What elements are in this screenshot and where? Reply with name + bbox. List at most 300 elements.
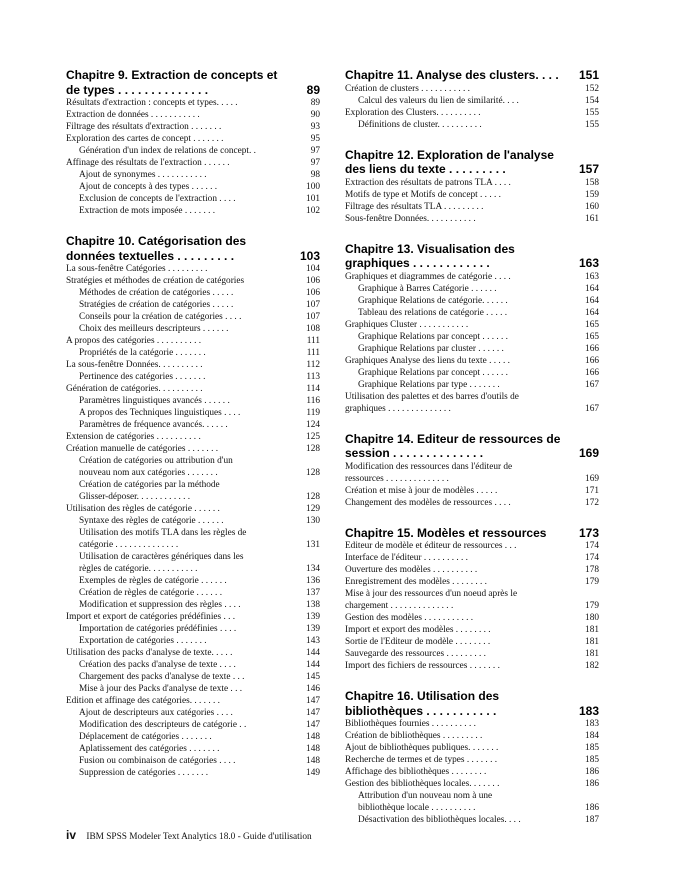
entry-text: Création de catégories par la méthode: [79, 480, 220, 490]
chapter-title-text: Chapitre 15. Modèles et ressources: [345, 525, 547, 540]
toc-entry: [66, 145, 320, 157]
toc-entry: [345, 814, 599, 826]
entry-text: Paramètres linguistiques avancés . . . . . .: [79, 396, 230, 406]
toc-entry: [66, 407, 320, 419]
entry-text: Motifs de type et Motifs de concept . . . . .: [345, 189, 501, 200]
toc-entry: [345, 636, 599, 648]
entry-page-number: 148: [302, 731, 320, 743]
chapter-title-text: Chapitre 14. Editeur de ressources de: [345, 431, 561, 446]
toc-entry: [66, 539, 320, 551]
entry-text: Affinage des résultats de l'extraction . . . . . .: [66, 158, 230, 168]
toc-entry: [66, 443, 320, 455]
entry-page-number: 148: [302, 743, 320, 755]
chapter-title-line: [345, 432, 599, 447]
chapter-title-line: [345, 68, 599, 83]
chapter-title-text: Chapitre 11. Analyse des clusters. . . .: [345, 68, 559, 82]
entry-page-number: 186: [581, 778, 599, 790]
entry-text: La sous-fenêtre Données. . . . . . . . . .: [66, 360, 203, 370]
entry-text: ressources . . . . . . . . . . . . . .: [345, 473, 449, 484]
toc-entry: [345, 485, 599, 497]
entry-text: Paramètres de fréquence avancés. . . . . .: [79, 420, 228, 430]
toc-entry: [66, 275, 320, 287]
toc-entry: [345, 295, 599, 307]
entry-page-number: 98: [307, 169, 320, 181]
toc-entry: [66, 287, 320, 299]
entry-text: Graphique Relations de catégorie. . . . . .: [358, 295, 508, 306]
entry-page-number: 166: [581, 343, 599, 355]
toc-entry: [345, 766, 599, 778]
toc-entry: [345, 379, 599, 391]
chapter-title-text: session . . . . . . . . . . . . . .: [345, 446, 484, 460]
toc-entry: [66, 157, 320, 169]
toc-entry: [66, 311, 320, 323]
toc-entry: [66, 479, 320, 491]
chapter-title-text: des liens du texte . . . . . . . . .: [345, 162, 506, 176]
toc-entry: [345, 391, 599, 403]
toc-entry: [345, 107, 599, 119]
toc-entry: [66, 743, 320, 755]
entry-page-number: 145: [302, 671, 320, 683]
entry-text: Bibliothèques fournies . . . . . . . . . .: [345, 719, 476, 729]
entry-page-number: 136: [302, 575, 320, 587]
entry-page-number: 113: [302, 371, 320, 383]
entry-text: Chargement des packs d'analyse de texte . . .: [79, 672, 245, 682]
entry-page-number: 181: [581, 636, 599, 648]
toc-entry: [66, 491, 320, 503]
toc-entry: [66, 455, 320, 467]
entry-text: Stratégies de création de catégories . . . . .: [79, 300, 234, 310]
entry-text: Utilisation de caractères génériques dans les: [79, 552, 244, 562]
chapter-title-text: bibliothèques . . . . . . . . . . .: [345, 703, 497, 718]
entry-text: Sauvegarde des ressources . . . . . . . . .: [345, 649, 486, 659]
toc-entry: [345, 660, 599, 672]
toc-entry: [66, 527, 320, 539]
entry-page-number: 112: [302, 359, 320, 371]
entry-text: Gestion des modèles . . . . . . . . . . .: [345, 613, 474, 623]
entry-page-number: 164: [581, 295, 599, 307]
entry-text: Utilisation des packs d'analyse de texte. . . . .: [66, 648, 233, 658]
entry-text: Exploration des Clusters. . . . . . . . . .: [345, 107, 481, 118]
entry-text: Création de règles de catégorie . . . . . .: [79, 588, 223, 598]
entry-text: Utilisation des palettes et des barres d'outils de: [345, 391, 519, 402]
entry-text: Extension de catégories . . . . . . . . . .: [66, 432, 201, 442]
footer-book-title: IBM SPSS Modeler Text Analytics 18.0 - Guide d'utilisation: [86, 832, 312, 842]
entry-page-number: 148: [302, 755, 320, 767]
toc-entry: [345, 718, 599, 730]
entry-page-number: 139: [302, 623, 320, 635]
entry-page-number: 149: [302, 767, 320, 779]
entry-text: Import des fichiers de ressources . . . . . . .: [345, 661, 500, 671]
entry-text: Création et mise à jour de modèles . . . . .: [345, 485, 498, 496]
entry-page-number: 159: [581, 189, 599, 201]
toc-entry: [66, 371, 320, 383]
entry-text: Extraction des résultats de patrons TLA . . . .: [345, 177, 511, 188]
entry-text: Graphique Relations par concept . . . . . .: [358, 367, 508, 378]
entry-text: Utilisation des règles de catégorie . . . . . .: [66, 504, 220, 514]
toc-entry: [345, 612, 599, 624]
toc-entry: [345, 189, 599, 201]
entry-page-number: 108: [302, 323, 320, 335]
entry-text: Exportation de catégories . . . . . . .: [79, 636, 207, 646]
toc-entry: [345, 213, 599, 225]
entry-text: Ajout de descripteurs aux catégories . . . .: [79, 708, 233, 718]
toc-entry: [66, 767, 320, 779]
chapter-title-text: Chapitre 12. Exploration de l'analyse: [345, 147, 554, 162]
toc-entry: [66, 205, 320, 217]
toc-chapter: [345, 526, 599, 673]
entry-page-number: 106: [302, 275, 320, 287]
toc-entry: [66, 335, 320, 347]
entry-page-number: 131: [302, 539, 320, 551]
toc-entry: [66, 323, 320, 335]
entry-page-number: 152: [581, 83, 599, 95]
entry-text: catégorie . . . . . . . . . . . . . .: [79, 540, 179, 550]
toc-entry: [66, 515, 320, 527]
entry-text: Graphique Relations par concept . . . . . .: [358, 331, 508, 342]
entry-text: Modification et suppression des règles . . . .: [79, 600, 241, 610]
toc-entry: [66, 347, 320, 359]
entry-page-number: 174: [581, 540, 599, 552]
chapter-title-text: graphiques . . . . . . . . . . . .: [345, 256, 490, 270]
entry-page-number: 129: [302, 503, 320, 515]
entry-text: Editeur de modèle et éditeur de ressources . . .: [345, 541, 517, 551]
entry-page-number: 146: [302, 683, 320, 695]
toc-entry: [345, 648, 599, 660]
entry-text: Déplacement de catégories . . . . . . .: [79, 732, 212, 742]
entry-page-number: 182: [581, 660, 599, 672]
entry-page-number: 119: [302, 407, 320, 419]
entry-text: règles de catégorie. . . . . . . . . . .: [79, 564, 198, 574]
chapter-title-line: [66, 234, 320, 249]
chapter-title-text: données textuelles . . . . . . . . .: [66, 248, 235, 263]
chapter-title-line: [345, 162, 599, 177]
entry-text: Fusion ou combinaison de catégories . . . .: [79, 756, 236, 766]
entry-page-number: 137: [302, 587, 320, 599]
entry-page-number: 147: [302, 719, 320, 731]
toc-entry: [345, 83, 599, 95]
entry-page-number: 106: [302, 287, 320, 299]
toc-entry: [345, 355, 599, 367]
entry-page-number: 187: [581, 814, 599, 826]
entry-page-number: 144: [302, 659, 320, 671]
toc-entry: [66, 395, 320, 407]
entry-text: Graphiques et diagrammes de catégorie . . . .: [345, 271, 511, 282]
toc-entry: [345, 564, 599, 576]
toc-entry: [345, 271, 599, 283]
entry-page-number: 172: [581, 497, 599, 509]
entry-page-number: 167: [581, 403, 599, 415]
chapter-title-line: [66, 68, 320, 83]
entry-page-number: 147: [302, 707, 320, 719]
toc-entry: [345, 497, 599, 509]
entry-text: Ajout de bibliothèques publiques. . . . . . .: [345, 743, 499, 753]
entry-text: Tableau des relations de catégorie . . . . .: [358, 307, 508, 318]
entry-text: Graphiques Cluster . . . . . . . . . . .: [345, 319, 469, 330]
entry-page-number: 181: [581, 624, 599, 636]
toc-chapter: [345, 432, 599, 509]
toc-entry: [345, 552, 599, 564]
toc-entry: [66, 731, 320, 743]
entry-text: Enregistrement des modèles . . . . . . . .: [345, 577, 488, 587]
chapter-title-text: Chapitre 10. Catégorisation des: [66, 234, 247, 248]
entry-page-number: 139: [302, 611, 320, 623]
entry-page-number: 111: [303, 347, 320, 359]
entry-text: Graphiques Analyse des liens du texte . . . . .: [345, 355, 510, 366]
entry-text: Propriétés de la catégorie . . . . . . .: [79, 348, 206, 358]
entry-page-number: 183: [581, 718, 599, 730]
entry-page-number: 155: [581, 107, 599, 119]
entry-page-number: 107: [302, 299, 320, 311]
entry-text: Affichage des bibliothèques . . . . . . . .: [345, 767, 487, 777]
entry-page-number: 111: [303, 335, 320, 347]
entry-text: Interface de l'éditeur . . . . . . . . . .: [345, 553, 469, 563]
entry-page-number: 167: [581, 379, 599, 391]
entry-page-number: 95: [307, 133, 320, 145]
entry-page-number: 185: [581, 754, 599, 766]
entry-page-number: 169: [581, 473, 599, 485]
entry-page-number: 186: [581, 802, 599, 814]
entry-page-number: 186: [581, 766, 599, 778]
entry-text: Graphique Relations par cluster . . . . . .: [358, 343, 504, 354]
entry-page-number: 163: [581, 271, 599, 283]
entry-page-number: 114: [302, 383, 320, 395]
entry-text: Suppression de catégories . . . . . . .: [79, 768, 209, 778]
entry-page-number: 130: [302, 515, 320, 527]
entry-page-number: 100: [302, 181, 320, 193]
entry-page-number: 164: [581, 307, 599, 319]
entry-text: Exploration des cartes de concept . . . . . . .: [66, 134, 224, 144]
entry-page-number: 147: [302, 695, 320, 707]
toc-entry: [345, 473, 599, 485]
entry-text: Aplatissement des catégories . . . . . . .: [79, 744, 220, 754]
entry-page-number: 101: [302, 193, 320, 205]
toc-entry: [66, 683, 320, 695]
entry-page-number: 166: [581, 355, 599, 367]
chapter-title-text: Chapitre 9. Extraction de concepts et: [66, 68, 278, 82]
entry-text: Filtrage des résultats TLA . . . . . . . . .: [345, 201, 484, 212]
entry-text: graphiques . . . . . . . . . . . . . .: [345, 403, 451, 414]
entry-text: Résultats d'extraction : concepts et types. . . . .: [66, 98, 238, 108]
entry-page-number: 97: [307, 145, 320, 157]
chapter-title-text: de types . . . . . . . . . . . . . .: [66, 82, 209, 97]
toc-entry: [66, 707, 320, 719]
toc-entry: [66, 299, 320, 311]
entry-page-number: 180: [581, 612, 599, 624]
entry-text: Extraction de données . . . . . . . . . . .: [66, 110, 200, 120]
entry-text: Pertinence des catégories . . . . . . .: [79, 372, 206, 382]
entry-text: Mise à jour des Packs d'analyse de texte . . .: [79, 684, 243, 694]
toc-entry: [66, 635, 320, 647]
chapter-page-number: 173: [578, 525, 599, 540]
entry-page-number: 185: [581, 742, 599, 754]
toc-entry: [345, 600, 599, 612]
chapter-page-number: 151: [578, 68, 599, 82]
toc-entry: [66, 121, 320, 133]
entry-text: Sortie de l'Editeur de modèle . . . . . . . .: [345, 637, 491, 647]
entry-text: nouveau nom aux catégories . . . . . . .: [79, 468, 218, 478]
toc-entry: [345, 576, 599, 588]
toc-entry: [66, 263, 320, 275]
toc-entry: [345, 403, 599, 415]
toc-entry: [66, 383, 320, 395]
entry-text: Méthodes de création de catégories . . . . .: [79, 288, 234, 298]
entry-text: La sous-fenêtre Catégories . . . . . . . . .: [66, 264, 208, 274]
entry-text: Modification des ressources dans l'éditeur de: [345, 461, 513, 472]
entry-text: Choix des meilleurs descripteurs . . . . . .: [79, 324, 229, 334]
page-folio: iv: [66, 828, 77, 842]
chapter-page-number: 183: [578, 703, 599, 718]
toc-chapter: [345, 148, 599, 225]
entry-text: Mise à jour des ressources d'un noeud après le: [345, 589, 518, 599]
chapter-title-line: [345, 256, 599, 271]
entry-text: Calcul des valeurs du lien de similarité. . . .: [358, 95, 519, 106]
entry-text: Création manuelle de catégories . . . . . . .: [66, 444, 219, 454]
toc-entry: [66, 109, 320, 121]
entry-text: Syntaxe des règles de catégorie . . . . . .: [79, 516, 224, 526]
entry-page-number: 165: [581, 319, 599, 331]
entry-text: Changement des modèles de ressources . . . .: [345, 497, 511, 508]
toc-entry: [345, 588, 599, 600]
entry-text: Création de catégories ou attribution d'un: [79, 456, 233, 466]
toc-entry: [345, 742, 599, 754]
entry-page-number: 178: [581, 564, 599, 576]
chapter-title-line: [345, 148, 599, 163]
entry-text: Définitions de cluster. . . . . . . . . .: [358, 119, 482, 130]
entry-text: Gestion des bibliothèques locales. . . . . . .: [345, 779, 500, 789]
entry-text: Création de clusters . . . . . . . . . . .: [345, 83, 470, 94]
toc-entry: [345, 730, 599, 742]
toc-entry: [345, 540, 599, 552]
toc-right-column: [345, 68, 599, 843]
entry-text: Import et export de catégories prédéfinies . . .: [66, 612, 236, 622]
entry-text: Utilisation des motifs TLA dans les règles de: [79, 528, 247, 538]
entry-page-number: 155: [581, 119, 599, 131]
entry-page-number: 166: [581, 367, 599, 379]
toc-chapter: [345, 68, 599, 131]
entry-page-number: 158: [581, 177, 599, 189]
entry-page-number: 138: [302, 599, 320, 611]
toc-entry: [66, 599, 320, 611]
toc-entry: [345, 283, 599, 295]
chapter-title-line: [345, 526, 599, 541]
toc-entry: [66, 719, 320, 731]
toc-entry: [66, 431, 320, 443]
entry-text: Graphique Relations par type . . . . . . .: [358, 379, 500, 390]
entry-text: Filtrage des résultats d'extraction . . . . . . .: [66, 122, 222, 132]
entry-text: Extraction de mots imposée . . . . . . .: [79, 206, 216, 216]
entry-page-number: 89: [307, 97, 320, 109]
toc-entry: [345, 319, 599, 331]
entry-text: Edition et affinage des catégories. . . . . . .: [66, 696, 220, 706]
toc-chapter: [66, 68, 320, 217]
chapter-title-line: [66, 83, 320, 98]
toc-entry: [66, 359, 320, 371]
toc-entry: [66, 647, 320, 659]
entry-page-number: 179: [581, 576, 599, 588]
toc-entry: [66, 563, 320, 575]
entry-page-number: 102: [302, 205, 320, 217]
entry-page-number: 128: [302, 443, 320, 455]
toc-chapter: [345, 689, 599, 826]
entry-text: chargement . . . . . . . . . . . . . .: [345, 601, 454, 611]
toc-entry: [66, 181, 320, 193]
entry-page-number: 154: [581, 95, 599, 107]
entry-page-number: 144: [302, 647, 320, 659]
entry-page-number: 161: [581, 213, 599, 225]
entry-page-number: 171: [581, 485, 599, 497]
toc-chapter: [66, 234, 320, 779]
entry-text: Recherche de termes et de types . . . . . . .: [345, 755, 498, 765]
chapter-title-line: [345, 689, 599, 704]
entry-page-number: 181: [581, 648, 599, 660]
entry-text: Génération de catégories. . . . . . . . . .: [66, 384, 203, 394]
entry-text: Génération d'un index de relations de concept. .: [79, 146, 256, 156]
entry-text: Ajout de concepts à des types . . . . . .: [79, 182, 218, 192]
toc-entry: [66, 611, 320, 623]
page-footer: [66, 829, 312, 843]
entry-page-number: 90: [307, 109, 320, 121]
entry-text: Import et export des modèles . . . . . . . .: [345, 625, 491, 635]
entry-page-number: 116: [302, 395, 320, 407]
entry-text: Graphique à Barres Catégorie . . . . . .: [358, 283, 497, 294]
entry-text: Ouverture des modèles . . . . . . . . . .: [345, 565, 478, 575]
toc-entry: [66, 467, 320, 479]
toc-entry: [66, 503, 320, 515]
toc-entry: [66, 587, 320, 599]
entry-text: Importation de catégories prédéfinies . . . .: [79, 624, 237, 634]
toc-entry: [345, 307, 599, 319]
entry-text: Ajout de synonymes . . . . . . . . . . .: [79, 170, 207, 180]
chapter-title-line: [345, 704, 599, 719]
entry-text: Exclusion de concepts de l'extraction . . . .: [79, 194, 236, 204]
toc-entry: [66, 659, 320, 671]
entry-page-number: 160: [581, 201, 599, 213]
entry-text: Modification des descripteurs de catégorie . .: [79, 720, 247, 730]
toc-entry: [66, 193, 320, 205]
toc-entry: [345, 331, 599, 343]
entry-page-number: 134: [302, 563, 320, 575]
entry-page-number: 128: [302, 467, 320, 479]
toc-entry: [345, 95, 599, 107]
chapter-title-line: [345, 446, 599, 461]
chapter-page-number: 103: [299, 248, 320, 263]
entry-text: Glisser-déposer. . . . . . . . . . . .: [79, 492, 191, 502]
toc-entry: [345, 461, 599, 473]
toc-entry: [66, 623, 320, 635]
entry-text: Attribution d'un nouveau nom à une: [358, 791, 493, 801]
chapter-page-number: 163: [578, 256, 599, 270]
entry-text: Création des packs d'analyse de texte . . . .: [79, 660, 236, 670]
entry-text: Sous-fenêtre Données. . . . . . . . . . .: [345, 213, 476, 224]
toc-entry: [66, 755, 320, 767]
entry-page-number: 184: [581, 730, 599, 742]
toc-entry: [66, 133, 320, 145]
entry-page-number: 104: [302, 263, 320, 275]
entry-page-number: 107: [302, 311, 320, 323]
entry-text: Conseils pour la création de catégories . . . .: [79, 312, 242, 322]
entry-page-number: 143: [302, 635, 320, 647]
entry-text: Création de bibliothèques . . . . . . . . .: [345, 731, 483, 741]
toc-entry: [66, 97, 320, 109]
toc-entry: [66, 575, 320, 587]
chapter-title-text: Chapitre 13. Visualisation des: [345, 241, 515, 256]
toc-entry: [66, 695, 320, 707]
entry-page-number: 179: [581, 600, 599, 612]
toc-entry: [345, 119, 599, 131]
entry-text: A propos des Techniques linguistiques . . . .: [79, 408, 241, 418]
toc-entry: [345, 201, 599, 213]
toc-entry: [345, 177, 599, 189]
